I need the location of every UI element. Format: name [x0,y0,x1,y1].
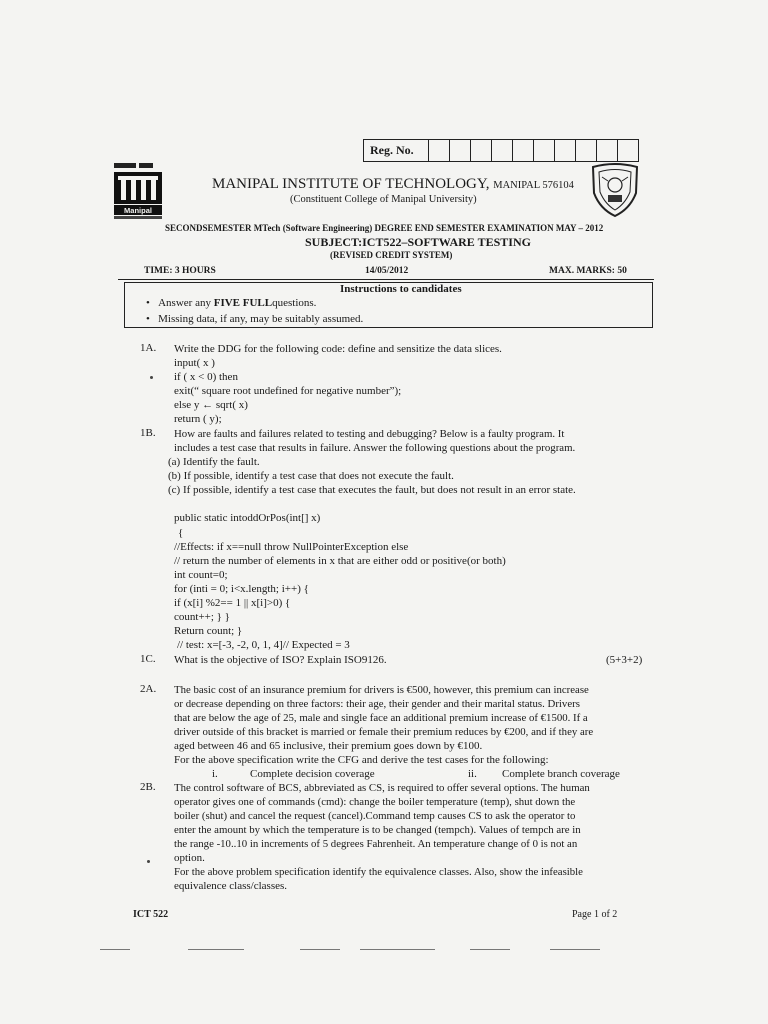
logo-caption: Manipal [124,206,152,215]
q1b-line: (c) If possible, identify a test case that executes the fault, but does not result in an error state. [168,484,576,496]
q1b-code-line: // return the number of elements in x that are either odd or positive(or both) [174,555,506,567]
university-seal-icon [590,163,640,218]
reg-no-cell [576,140,597,161]
q1a-code-line: if ( x < 0) then [174,371,238,383]
q2a-line: driver outside of this bracket is married or female their premium reduces by €200, and if they are [174,726,594,738]
q1b-code-line: count++; } } [174,611,230,623]
q1b-code-line: public static intoddOrPos(int[] x) [174,512,321,524]
q2b-line: For the above problem specification identify the equivalence classes. Also, show the infeasible [174,866,583,878]
scan-smudge [100,949,130,950]
footer-page-number: Page 1 of 2 [572,909,618,920]
q1a-code-line: return ( y); [174,413,222,425]
exam-date: 14/05/2012 [365,266,409,276]
q2b-line: operator gives one of commands (cmd): change the boiler temperature (temp), shut down the [174,796,576,808]
q2b-line: the range -10..10 in increments of 5 degrees Fahrenheit. An temperature change of 0 is not an [174,838,578,850]
instructions-title: Instructions to candidates [340,283,462,295]
reg-no-cell [597,140,618,161]
scan-smudge [550,949,600,950]
institute-title-text: MANIPAL INSTITUTE OF TECHNOLOGY, [212,176,490,192]
q1c-text: What is the objective of ISO? Explain ISO9126. [174,654,387,666]
header-rule [118,279,654,280]
q2b-line: boiler (shut) and cancel the request (cancel).Command temp causes CS to ask the operator to [174,810,576,822]
q1b-code-line: if (x[i] %2== 1 || x[i]>0) { [174,597,291,609]
q2a-option-num: i. [212,768,218,780]
q1b-code-line: //Effects: if x==null throw NullPointerException else [174,541,409,553]
q1a-line: Write the DDG for the following code: define and sensitize the data slices. [174,343,502,355]
q1-marks: (5+3+2) [606,654,643,666]
reg-no-cell [513,140,534,161]
manipal-logo-icon [112,162,164,220]
exam-line: SECONDSEMESTER MTech (Software Engineering) DEGREE END SEMESTER EXAMINATION MAY – 2012 [165,223,604,233]
q1b-line: (a) Identify the fault. [168,456,260,468]
q2a-line: The basic cost of an insurance premium for drivers is €500, however, this premium can increase [174,684,589,696]
q2a-line: aged between 46 and 65 inclusive, their premium goes down by €100. [174,740,483,752]
constituent-line: (Constituent College of Manipal University) [290,194,477,205]
q1b-line: includes a test case that results in failure. Answer the following questions about the program. [174,442,576,454]
subject-line: SUBJECT:ICT522–SOFTWARE TESTING [305,235,531,249]
q1b-code-line: // test: x=[-3, -2, 0, 1, 4]// Expected = 3 [177,639,350,651]
q1b-line: (b) If possible, identify a test case that does not execute the fault. [168,470,454,482]
q2a-option: Complete branch coverage [502,768,620,780]
reg-no-box [363,139,639,162]
question-number: 1B. [140,427,156,439]
q2b-line: enter the amount by which the temperature is to be changed (tempch). Values of tempch are in [174,824,581,836]
q2a-line: that are below the age of 25, male and single face an additional premium increase of €1500. If a [174,712,588,724]
max-marks: MAX. MARKS: 50 [549,266,627,276]
q2a-option: Complete decision coverage [250,768,375,780]
scan-speck [147,860,150,863]
question-number: 2B. [140,781,156,793]
reg-no-cell [555,140,576,161]
instruction-item: • Missing data, if any, may be suitably assumed. [146,313,364,325]
question-number: 2A. [140,683,157,695]
scan-smudge [300,949,340,950]
q1b-code-line: int count=0; [174,569,228,581]
scan-speck [150,376,153,379]
reg-no-cell [492,140,513,161]
reg-no-cell [429,140,450,161]
credit-system-line: (REVISED CREDIT SYSTEM) [330,250,453,260]
scan-smudge [188,949,244,950]
reg-no-cell [534,140,555,161]
reg-no-cell [471,140,492,161]
question-number: 1C. [140,653,156,665]
q1b-code-line: for (inti = 0; i<x.length; i++) { [174,583,309,595]
q1a-code-line: else y ← sqrt( x) [174,399,248,411]
footer-course-code: ICT 522 [133,909,169,920]
q2a-option-num: ii. [468,768,477,780]
scan-smudge [470,949,510,950]
q2b-line: The control software of BCS, abbreviated as CS, is required to offer several options. The human [174,782,590,794]
scan-smudge [360,949,435,950]
q2b-line: equivalence class/classes. [174,880,288,892]
reg-no-label: Reg. No. [364,140,429,161]
q1b-code-line: { [178,527,184,539]
q1b-code-line: Return count; } [174,625,243,637]
q1a-code-line: exit(“ square root undefined for negative number”); [174,385,402,397]
exam-time: TIME: 3 HOURS [144,266,216,276]
q2a-line: or decrease depending on three factors: their age, their gender and their marital status. Drivers [174,698,580,710]
q2b-line: option. [174,852,205,864]
question-number: 1A. [140,342,157,354]
instruction-item: • Answer any FIVE FULLquestions. [146,297,317,309]
institute-name [212,176,574,193]
q1b-line: How are faults and failures related to testing and debugging? Below is a faulty program. It [174,428,565,440]
q1a-code-line: input( x ) [174,357,215,369]
reg-no-cell [450,140,471,161]
institute-location: MANIPAL 576104 [493,180,574,191]
reg-no-cell [618,140,638,161]
q2a-line: For the above specification write the CFG and derive the test cases for the following: [174,754,549,766]
